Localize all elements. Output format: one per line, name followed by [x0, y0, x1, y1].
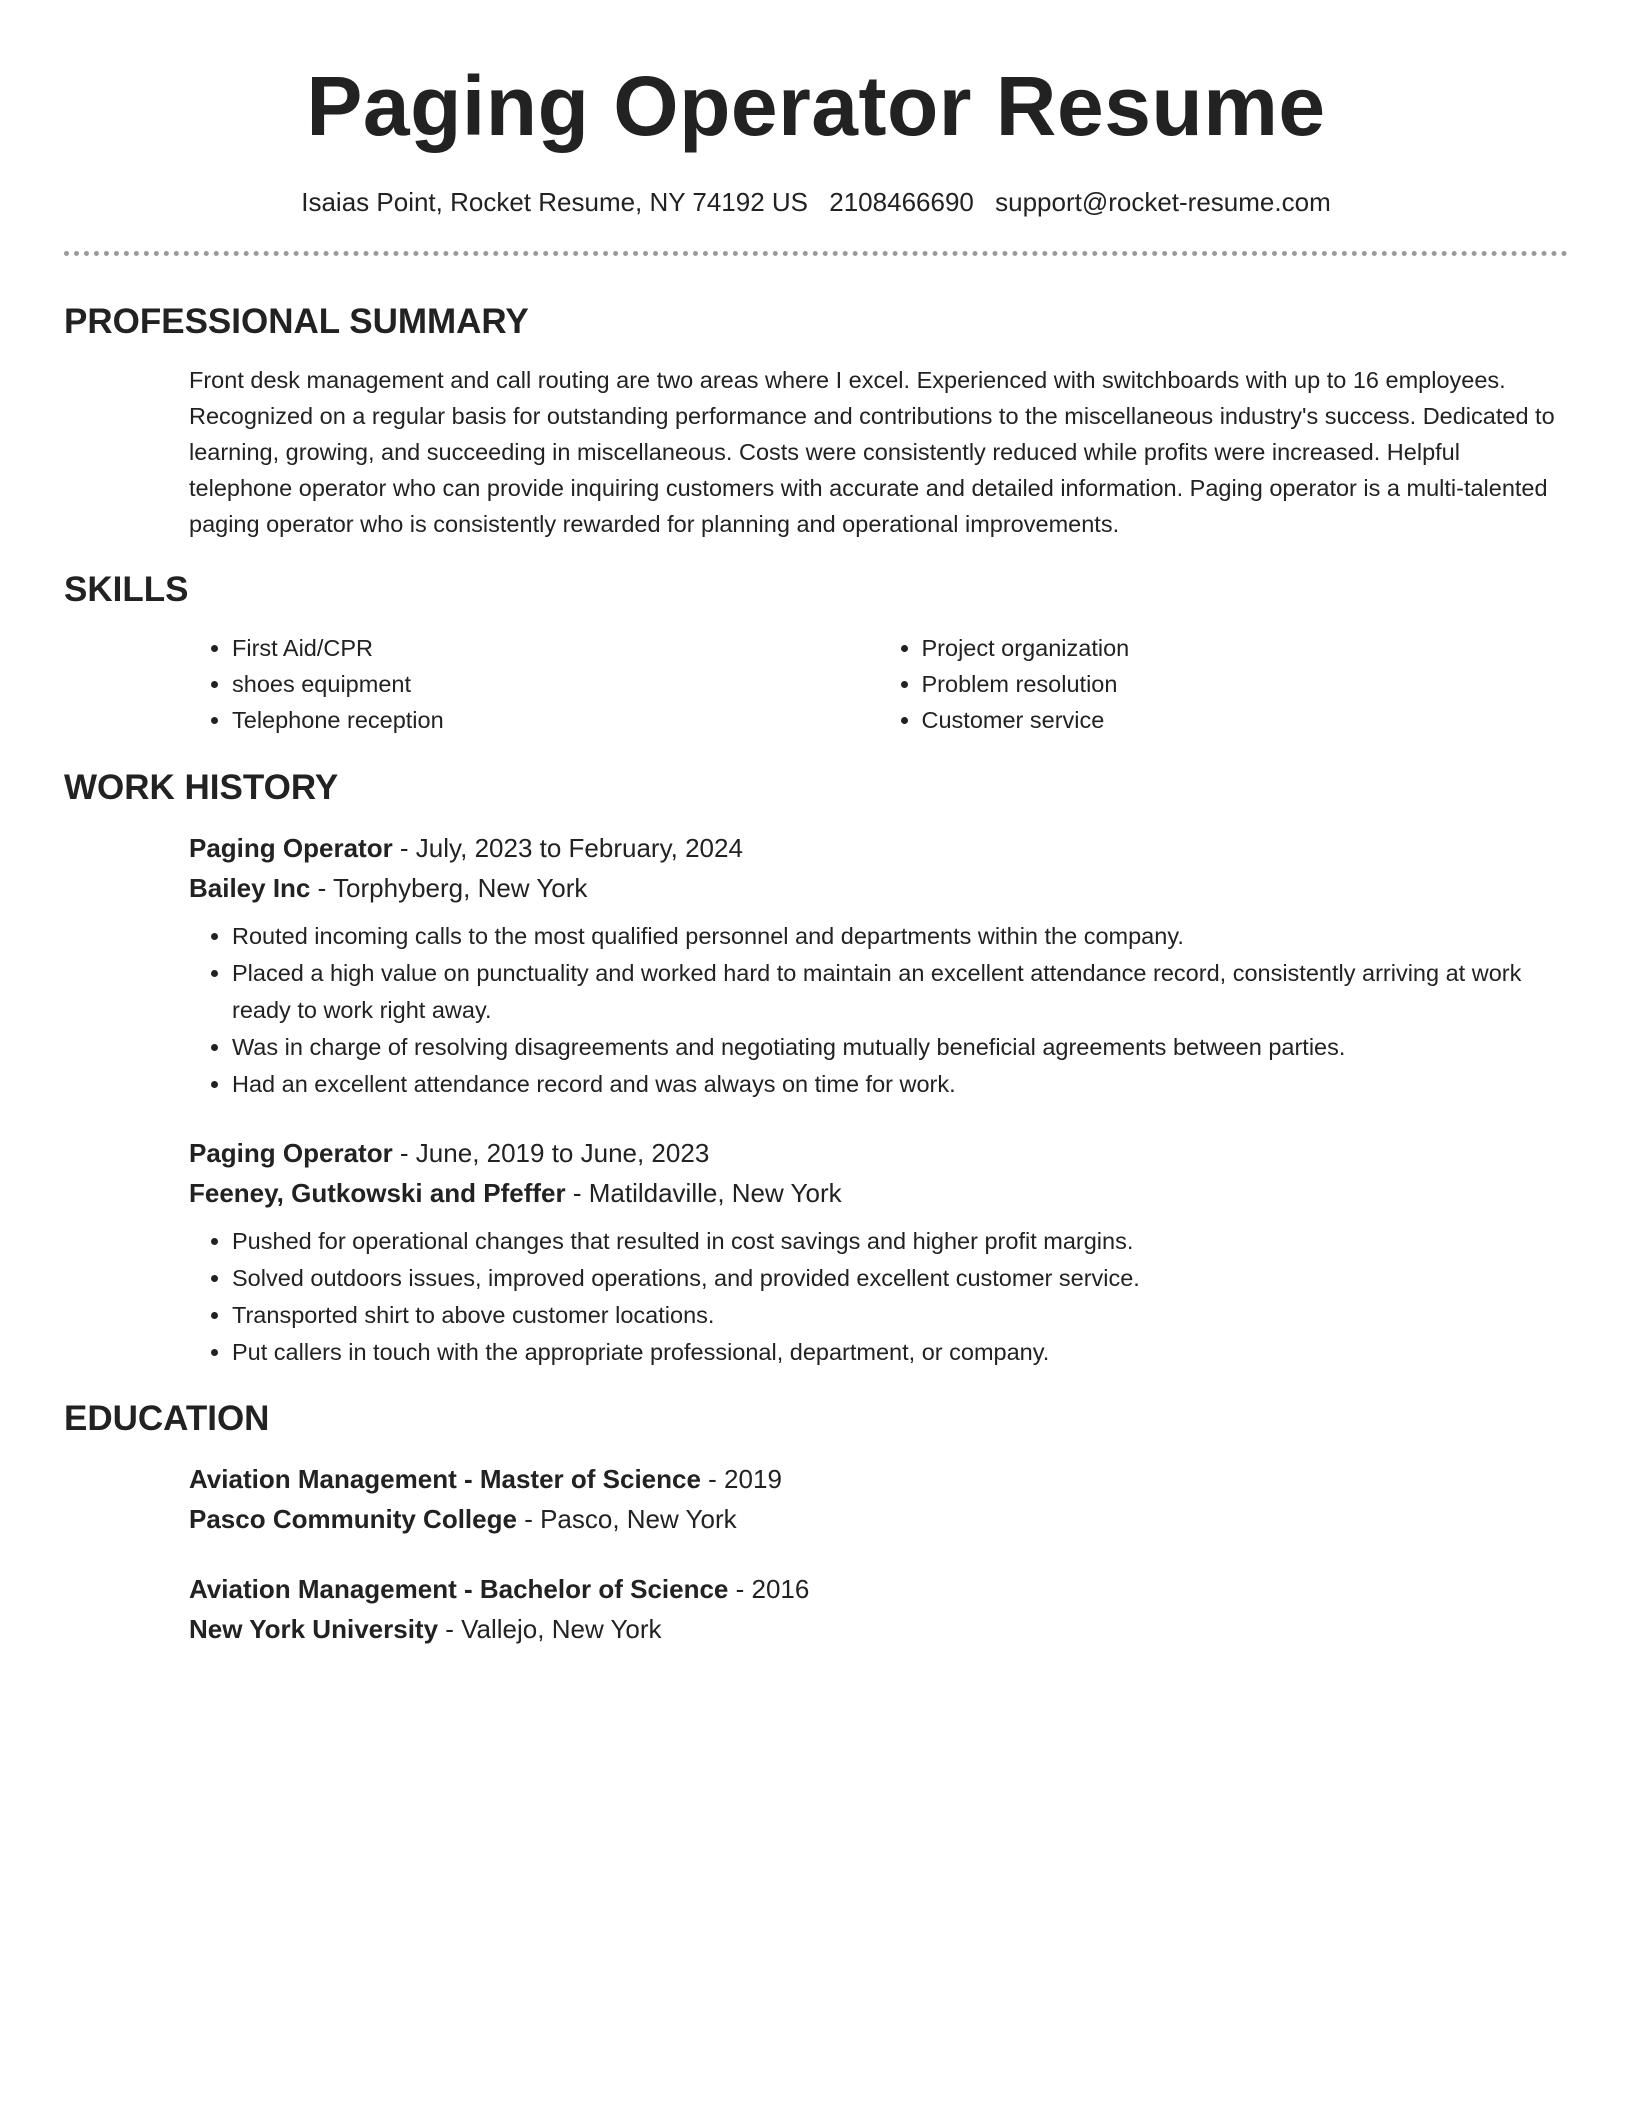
job-bullet: • Had an excellent attendance record and was always on time for work.: [232, 1066, 1568, 1103]
resume-title: Paging Operator Resume: [306, 59, 1326, 153]
skill-item: • First Aid/CPR: [232, 630, 879, 666]
contact-line: [64, 186, 1568, 218]
job-company: Bailey Inc: [189, 873, 311, 903]
contact-phone: 2108466690: [829, 187, 974, 217]
education-section: [64, 1459, 1568, 1649]
skill-item: • Project organization: [922, 630, 1569, 666]
education-degree-line: [189, 1459, 1568, 1499]
summary-text: Front desk management and call routing are two areas where I excel. Experienced with switchboards with up to 16 employees. Recognized on a regular basis for outstanding performance and contributions to the miscellaneous industry's success. Dedicated to learning, growing, and succeeding in miscellaneous. Costs were consistently reduced while profits were increased. Helpful telephone operator who can provide inquiring customers with accurate and detailed information. Paging operator is a multi-talented paging operator who is consistently rewarded for planning and operational improvements.: [189, 367, 1555, 537]
education-location: - Pasco, New York: [516, 1504, 737, 1534]
job-title-line: [189, 1133, 1568, 1173]
skills-column-left: [189, 630, 879, 738]
education-year: - 2019: [700, 1464, 782, 1494]
education-school: Pasco Community College: [189, 1504, 517, 1534]
skill-item: • Problem resolution: [922, 666, 1569, 702]
education-heading: EDUCATION: [64, 1399, 270, 1438]
header-divider: [64, 251, 1568, 256]
education-location: - Vallejo, New York: [438, 1614, 662, 1644]
job-company: Feeney, Gutkowski and Pfeffer: [189, 1178, 566, 1208]
skills-heading: SKILLS: [64, 570, 189, 609]
job-location: - Matildaville, New York: [565, 1178, 842, 1208]
education-year: - 2016: [728, 1574, 810, 1604]
skill-item: • Customer service: [922, 702, 1569, 738]
job-role: Paging Operator: [189, 833, 393, 863]
work-history-heading: WORK HISTORY: [64, 768, 339, 807]
education-school: New York University: [189, 1614, 439, 1644]
job-bullet: • Was in charge of resolving disagreements and negotiating mutually beneficial agreements between parties.: [232, 1029, 1568, 1066]
education-degree: Aviation Management - Master of Science: [189, 1464, 701, 1494]
skill-item: • Telephone reception: [232, 702, 879, 738]
job-dates: - July, 2023 to February, 2024: [392, 833, 743, 863]
job-bullet: • Placed a high value on punctuality and worked hard to maintain an excellent attendance record, consistently arriving at work ready to work right away.: [232, 955, 1568, 1029]
summary-heading: PROFESSIONAL SUMMARY: [64, 302, 529, 341]
summary-section: [64, 362, 1568, 542]
job-bullet: • Transported shirt to above customer locations.: [232, 1297, 1568, 1334]
job-bullet: • Put callers in touch with the appropriate professional, department, or company.: [232, 1334, 1568, 1371]
skill-item: • shoes equipment: [232, 666, 879, 702]
job-entry: [189, 828, 1568, 1103]
education-entry: [189, 1459, 1568, 1539]
job-company-line: [189, 868, 1568, 908]
job-role: Paging Operator: [189, 1138, 393, 1168]
education-degree: Aviation Management - Bachelor of Science: [189, 1574, 729, 1604]
job-entry: [189, 1133, 1568, 1371]
skills-column-right: [879, 630, 1569, 738]
contact-email: support@rocket-resume.com: [995, 187, 1331, 217]
contact-address: Isaias Point, Rocket Resume, NY 74192 US: [301, 187, 809, 217]
work-history-section: [64, 828, 1568, 1371]
job-bullet: • Solved outdoors issues, improved operations, and provided excellent customer service.: [232, 1260, 1568, 1297]
education-school-line: [189, 1499, 1568, 1539]
job-location: - Torphyberg, New York: [310, 873, 588, 903]
job-company-line: [189, 1173, 1568, 1213]
job-bullet: • Pushed for operational changes that resulted in cost savings and higher profit margins.: [232, 1223, 1568, 1260]
skills-grid: [189, 630, 1568, 738]
skills-section: [64, 630, 1568, 738]
education-degree-line: [189, 1569, 1568, 1609]
education-entry: [189, 1569, 1568, 1649]
job-dates: - June, 2019 to June, 2023: [392, 1138, 710, 1168]
job-bullet: • Routed incoming calls to the most qualified personnel and departments within the company.: [232, 918, 1568, 955]
job-bullets: [189, 918, 1568, 1103]
education-school-line: [189, 1609, 1568, 1649]
job-title-line: [189, 828, 1568, 868]
job-bullets: [189, 1223, 1568, 1371]
